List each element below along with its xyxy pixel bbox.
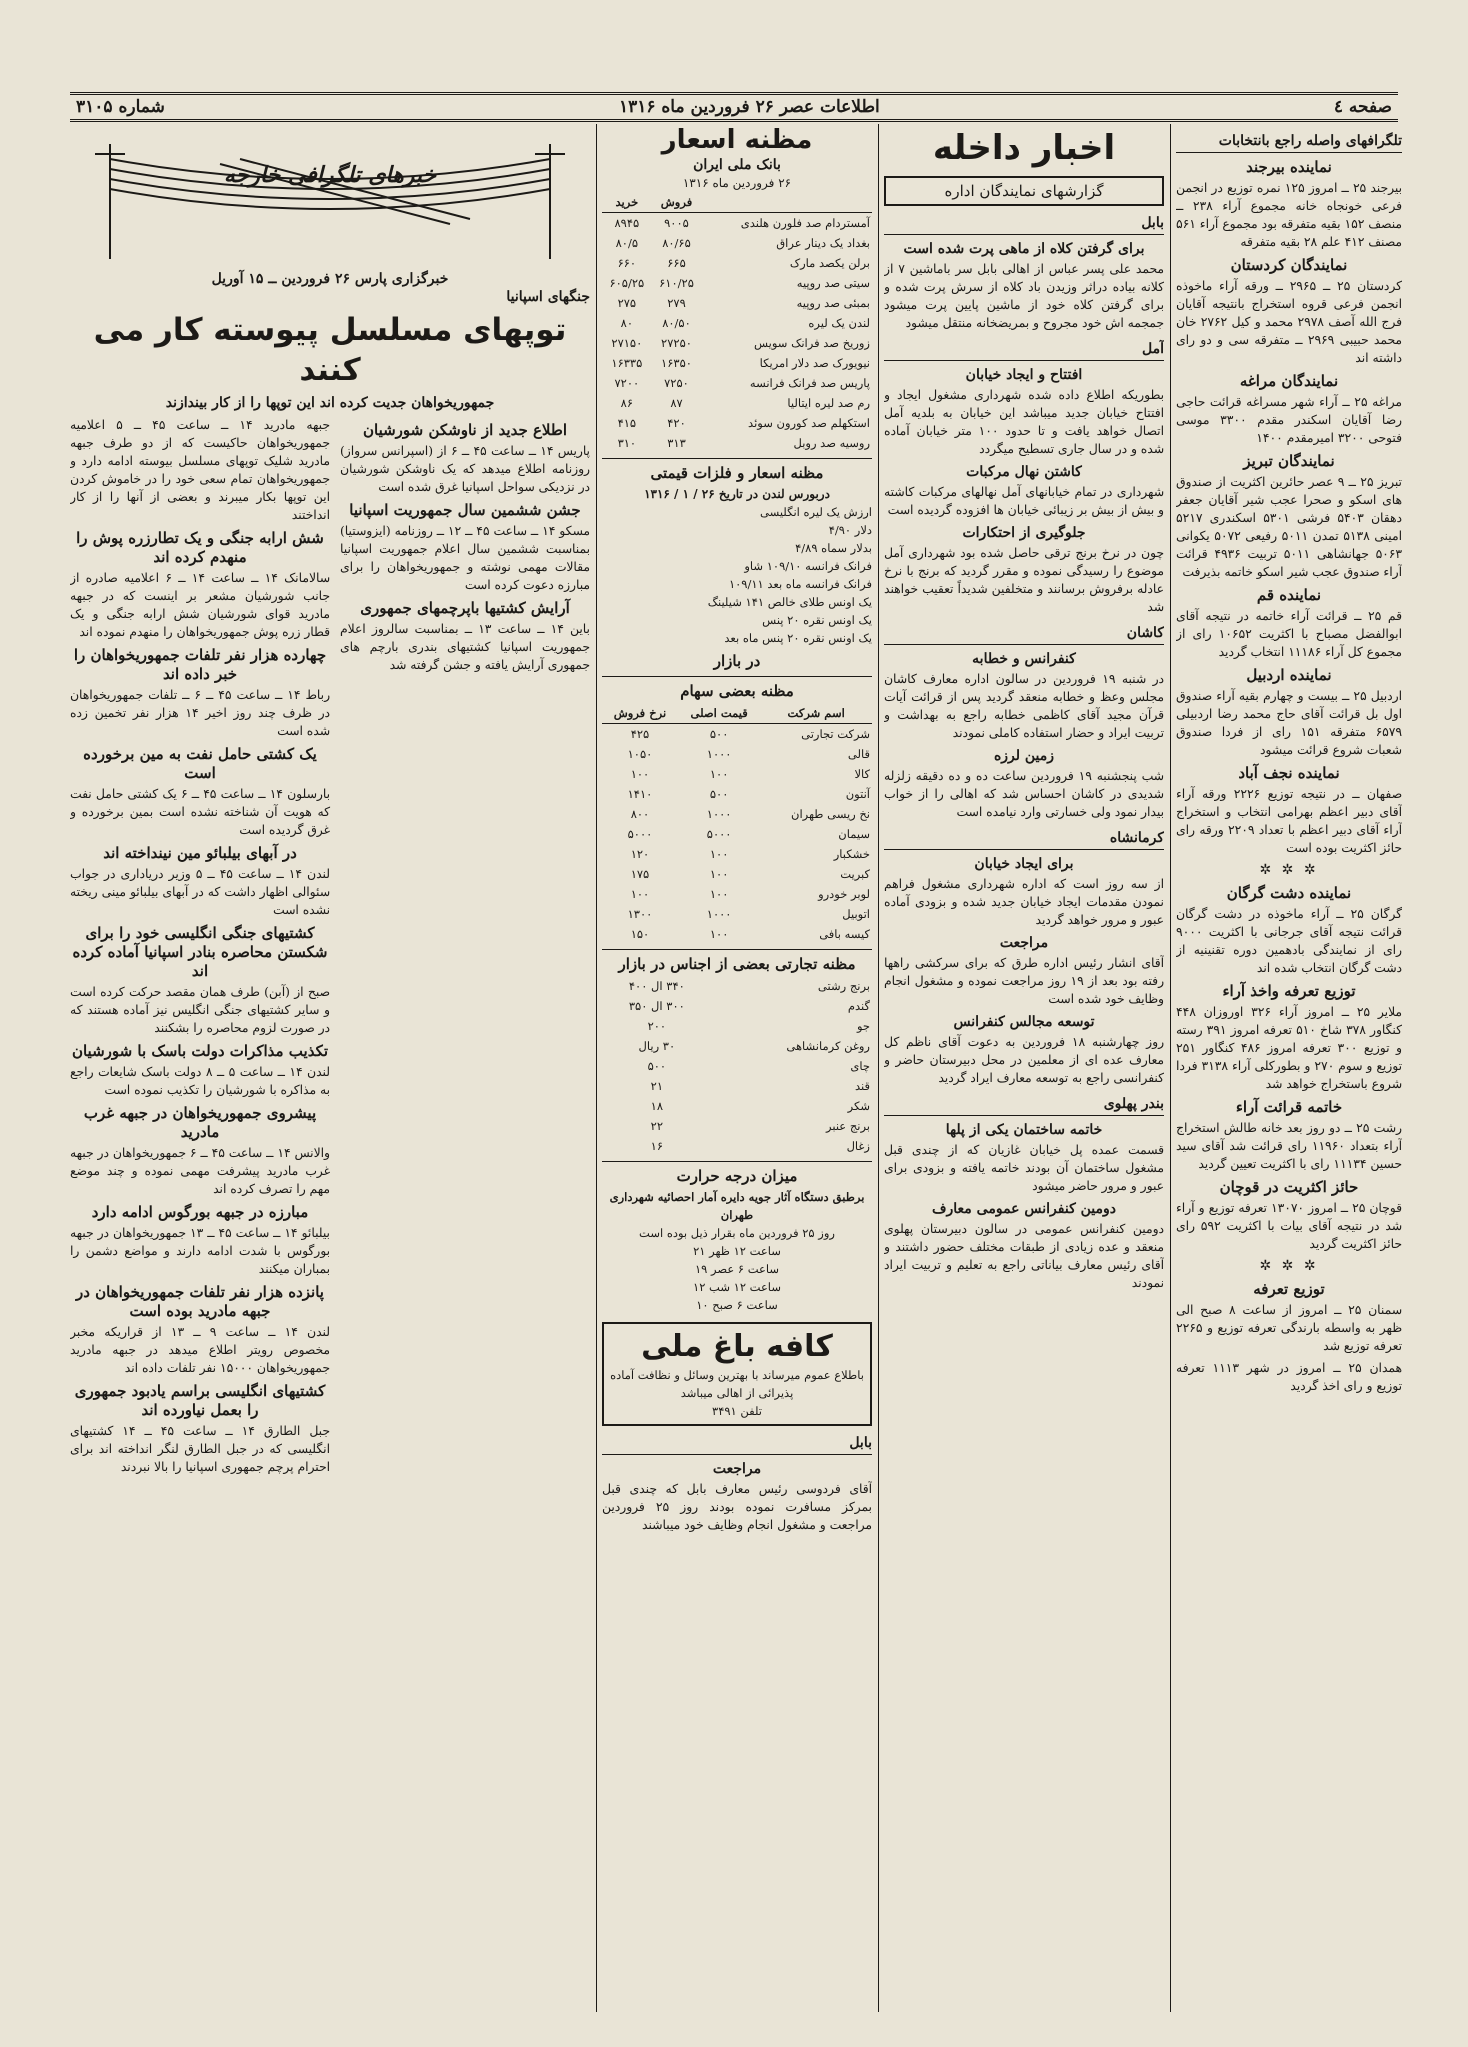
stock-cell: ۱۰۰ [709,887,729,901]
rate-currency: روسیه صد روبل [793,436,870,450]
foreign-news-title: خبرهای تلگرافی خارجه [223,162,437,188]
rate-row [602,393,872,413]
stock-row [602,924,872,944]
rate-sell: ۲۷۲۵۰ [661,336,692,350]
stock-cell: ۵۰۰ [709,787,729,801]
stock-cell: ۱۰۰ [630,767,650,781]
item-text: جبهه مادرید ۱۴ ــ ساعت ۴۵ ــ ۵ اعلامیه جمهوریخواهان حاکیست که از دو طرف جبهه مادرید شلیک توپهای مسلسل بیوسته ادامه دارد و جمهوریخواهان تمام سعی خود را در خاموش کردن این توپها بکار میبرند و بعضی از آنها را از کار انداختند [70,418,330,522]
item-heading: چهارده هزار نفر تلفات جمهوریخواهان را خبر داده اند [73,646,327,683]
stock-row [602,904,872,924]
rate-currency: لندن یک لیره [808,316,870,330]
weather-date: روز ۲۵ فروردین ماه بقرار ذیل بوده است [639,1226,835,1240]
item-heading: نمایندگان کردستان [1230,256,1348,274]
item-heading: نماینده دشت گرگان [1226,884,1352,902]
bank-name: بانک ملی ایران [693,157,781,173]
stock-row [602,884,872,904]
rate-currency: برلن یکصد مارک [789,256,870,270]
item-text: پاریس ۱۴ ــ ساعت ۴۵ ــ ۶ از (اسپرانس سرواز) روزنامه اطلاع میدهد که یک ناوشکن شورشیان در نزدیکی سواحل اسپانیا غرق شده است [340,444,590,494]
rate-sell: ۳۱۳ [667,436,686,450]
item-text: بیلبائو ۱۴ ــ ساعت ۴۵ ــ ۱۳ جمهوریخواهان در جبهه بورگوس با شدت ادامه دارند و مواضع دشمن را بمباران میکنند [70,1226,330,1276]
stock-cell: کیسه بافی [819,927,870,941]
city-heading: بندر پهلوی [884,1093,1164,1116]
goods-price: ۱۸ [650,1099,664,1113]
stock-row [602,724,872,745]
bazaar-title: در بازار [713,652,761,670]
item-heading: کنفرانس و خطابه [972,651,1076,667]
section-title: جنگهای اسپانیا [506,289,590,305]
item-heading: توزیع تعرفه [1253,1280,1325,1298]
metals-line: بدلار سماه ۴/۸۹ [795,541,872,555]
column-rates [602,124,872,2012]
stock-cell: شرکت تجارتی [801,727,870,741]
rate-buy: ۸۶ [620,396,634,410]
stock-cell: ۱۴۱۰ [627,787,653,801]
item-heading: پانزده هزار نفر تلفات جمهوریخواهان در جبهه مادرید بوده است [76,1283,324,1320]
rate-currency: زوریخ صد فرانک سویس [753,336,870,350]
weather-line: ساعت ۱۲ شب ۱۲ [693,1280,781,1294]
rate-row [602,313,872,333]
item-text: آقای انشار رئیس اداره طرق که برای سرکشی راهها رفته بود بعد از ۱۹ روز مراجعت نموده و مشغول انجام وظایف خود شده است [884,956,1164,1006]
rate-row [602,433,872,453]
goods-price: ۳۴۰ ال ۴۰۰ [628,979,685,993]
item-heading: تکذیب مذاکرات دولت باسک با شورشیان [71,1042,329,1060]
stocks-col-header: اسم شرکت [760,703,872,724]
stock-cell: ۸۰۰ [630,807,650,821]
rate-row [602,233,872,253]
rate-sell: ۹۰۰۵ [664,216,689,230]
stock-cell: ۵۰۰۰ [706,827,732,841]
goods-name: زغال [846,1139,870,1153]
goods-row [602,996,872,1016]
goods-price: ۲۰۰ [647,1019,667,1033]
item-text: بطوریکه اطلاع داده شده شهرداری مشغول ایجاد و افتتاح خیابان جدید میباشد این خیابان به بلدیه آمل اتصال خواهد یافت و تا حدود ۱۰۰ متر خیابان آماده شده و در سال جاری تسطیح میگردد [884,388,1164,456]
goods-name: قند [854,1079,870,1093]
item-heading: آرایش کشتیها باپرچمهای جمهوری [360,599,570,617]
rate-buy: ۸۰ [620,316,634,330]
column-domestic-news [884,124,1164,2012]
rate-sell: ۱۶۳۵۰ [661,356,692,370]
goods-name: برنج رشتی [817,979,870,993]
stock-cell: ۱۰۵۰ [627,747,653,761]
stock-row [602,744,872,764]
item-text: قسمت عمده پل خیابان غازیان که از چندی قبل مشغول ساختمان آن بودند خاتمه یافته و بزودی برای عبور و مرور حاضر میشود [884,1143,1164,1193]
item-heading: زمین لرزه [993,748,1055,764]
domestic-news-subtitle: گزارشهای نمایندگان اداره [884,176,1164,206]
babol-city: بابل [602,1432,872,1455]
goods-name: گندم [847,999,870,1013]
goods-row [602,1016,872,1036]
cafe-text: باطلاع عموم میرساند با بهترین وسائل و نظافت آماده پذیرائی از اهالی میباشد [610,1368,864,1400]
rate-buy: ۳۱۰ [617,436,637,450]
stock-row [602,804,872,824]
rate-buy: ۱۶۳۳۵ [611,356,643,370]
metals-line: دلار ۴/۹۰ [828,523,872,537]
telegraph-pole-illustration [70,124,590,264]
item-heading: نماینده نجف آباد [1238,764,1340,782]
metals-line: یک اونس نقره ۲۰ پنس ماه بعد [724,631,872,645]
cafe-name: کافه باغ ملی [641,1329,833,1364]
item-text: قوچان ۲۵ ــ امروز ۱۳۰۷۰ تعرفه توزیع و آراء شد در نتیجه آقای بیات با اکثریت ۵۹۲ رای حائز اکثریت گردید [1176,1201,1402,1251]
goods-name: چای [850,1059,870,1073]
goods-price: ۲۱ [650,1079,664,1093]
item-text: رباط ۱۴ ــ ساعت ۴۵ ــ ۶ ــ تلفات جمهوریخواهان در ظرف چند روز اخیر ۱۴ هزار نفر تخمین زده شده است [70,688,331,738]
column-foreign-news [70,124,590,2012]
rate-row [602,273,872,293]
item-heading: اطلاع جدید از ناوشکن شورشیان [362,421,567,439]
rate-currency: سیتی صد روپیه [796,276,870,290]
section-title: تلگرافهای واصله راجع بانتخابات [1176,130,1402,153]
item-text: روز چهارشنبه ۱۸ فروردین به دعوت آقای ناظم کل معارف عده ای از معلمین در محل دبیرستان حاضر و کنفرانسی راجع به توسعه معارف ایراد گردید [884,1035,1164,1085]
item-heading: برای گرفتن کلاه از ماهی پرت شده است [903,241,1145,257]
goods-row [602,1116,872,1136]
item-heading: جلوگیری از احتکارات [962,525,1086,541]
goods-name: جو [856,1019,870,1033]
rate-sell: ۴۲۰ [667,416,686,430]
item-text: چون در نرخ برنج ترقی حاصل شده بود شهرداری آمل موضوع را رسیدگی نموده و مقرر گردید که برنج با نرخ عادله برفروش برسانند و متخلفین شدیداً تعقیب خواهند شد [884,546,1164,614]
goods-price: ۱۶ [650,1139,664,1153]
column-rule [878,124,879,2012]
weather-line: ساعت ۶ عصر ۱۹ [695,1262,779,1276]
stock-cell: ۱۰۰۰ [706,907,732,921]
rate-sell: ۶۶۵ [667,256,686,270]
domestic-news-title: اخبار داخله [932,128,1116,168]
rate-sell: ۶۱۰/۲۵ [659,276,694,290]
goods-row [602,1076,872,1096]
rate-currency: رم صد لیره ایتالیا [787,396,870,410]
item-text: باین ۱۴ ــ ساعت ۱۳ ــ بمناسبت سالروز اعلام جمهوریت اسپانیا کشتیهای بندری بارچم های جمهوری آرایش یافته و جشن گرفته شد [340,622,590,672]
stock-row [602,784,872,804]
star-divider: ✲ ✲ ✲ [1259,862,1319,878]
stocks-title: مظنه بعضی سهام [680,682,794,700]
item-heading: کشتیهای جنگی انگلیسی خود را برای شکستن محاصره بنادر اسپانیا آماده کرده اند [72,924,328,980]
goods-name: روغن کرمانشاهی [786,1039,870,1053]
foreign-news-banner [70,124,590,264]
stock-cell: ۱۰۰۰ [706,747,732,761]
stock-cell: ۱۰۰ [709,927,729,941]
stock-cell: ۱۳۰۰ [627,907,653,921]
item-heading: کاشتن نهال مرکبات [966,464,1082,480]
stock-cell: ۱۰۰۰ [706,807,732,821]
rate-sell: ۸۰/۶۵ [662,236,691,250]
item-heading: یک کشتی حامل نفت به مین برخورده است [83,745,317,782]
rate-row [602,353,872,373]
goods-price: ۵۰۰ [647,1059,667,1073]
item-heading: حائز اکثریت در قوچان [1219,1178,1359,1196]
metals-line: فرانک فرانسه ماه بعد ۱۰۹/۱۱ [728,577,872,591]
item-text: همدان ۲۵ ــ امروز در شهر ۱۱۱۳ تعرفه توزیع و رای اخذ گردید [1176,1361,1402,1393]
babol-text: آقای فردوسی رئیس معارف بابل که چندی قبل بمرکز مسافرت نموده بودند روز ۲۵ فروردین مراجعت و مشغول انجام وظایف خود میباشند [602,1482,872,1532]
item-heading: پیشروی جمهوریخواهان در جبهه غرب مادرید [83,1104,317,1141]
exchange-table [602,192,872,453]
item-text: دومین کنفرانس عمومی در سالون دبیرستان پهلوی منعقد و عده زیادی از طبقات مختلف حضور داشتند و آقای رئیس معارف بیاناتی راجع به تعلیم و تربیت ایراد نمودند [884,1222,1164,1290]
item-text: ملایر ۲۵ ــ امروز آراء ۳۲۶ اوروزان ۴۴۸ کنگاور ۳۷۸ شاخ ۵۱۰ تعرفه امروز ۳۹۱ رسته و توزیع ۳۰۰ تعرفه امروز ۴۸۶ کنگاور ۲۵۱ توزیع و سوم ۲۷۰ و بطورکلی آراء ۳۱۳۸ فردا شروع باستخراج خواهد شد [1176,1005,1402,1091]
star-divider: ✲ ✲ ✲ [1259,1258,1319,1274]
rate-sell: ۸۷ [670,396,683,410]
metals-subtitle: دربورس لندن در تاریخ ۲۶ / ۱ / ۱۳۱۶ [644,487,830,501]
item-text: شهرداری در تمام خیابانهای آمل نهالهای مرکبات کاشته و بیش از بیش بر زیبائی خیابان ها افزوده گردیده است [884,485,1164,517]
rate-currency: نیویورک صد دلار امریکا [759,356,870,370]
weather-subtitle: برطبق دستگاه آثار جویه دایره آمار احصائیه شهرداری طهران [609,1190,865,1222]
item-heading: خاتمه قرائت آراء [1235,1098,1343,1116]
stock-row [602,844,872,864]
issue-number: شماره ۳۱۰۵ [76,97,165,117]
goods-row [602,1036,872,1056]
rates-title: مظنه اسعار [661,125,813,155]
goods-row [602,976,872,996]
city-heading: بابل [884,212,1164,235]
rate-row [602,213,872,234]
item-text: شب پنجشنبه ۱۹ فروردین ساعت ده و ده دقیقه زلزله شدیدی در کاشان احساس شد که اهالی را از خواب بیدار نمود ولی خسارتی وارد نیامده است [884,769,1164,819]
item-text: مراغه ۲۵ ــ آراء شهر مسراغه قرائت حاجی رضا آقایان اسکندر مقدم ۳۳۰۰ موسی فتوحی ۳۲۰۰ امیرمقدم ۱۴۰۰ [1176,395,1402,445]
item-text: لندن ۱۴ ــ ساعت ۹ ــ ۱۳ از قراریکه مخبر مخصوص رویتر اطلاع میدهد در جبهه مادرید جمهوریخواهان ۱۵۰۰۰ نفر تلفات داده اند [70,1325,330,1375]
news-agency-line: خبرگزاری پارس ۲۶ فروردین ــ ۱۵ آوریل [211,271,449,287]
stock-cell: ۴۲۵ [630,727,650,741]
item-text: از سه روز است که اداره شهرداری مشغول فراهم نمودن مقدمات ایجاد خیابان جدید شده و بزودی آماده عبور و مرور خواهد گردید [884,877,1164,927]
weather-line: ساعت ۶ صبح ۱۰ [696,1298,778,1312]
stocks-col-header: قیمت اصلی [678,703,760,724]
weather-title: میزان درجه حرارت [676,1167,798,1185]
item-text: جبل الطارق ۱۴ ــ ساعت ۴۵ ــ ۱۴ کشتیهای انگلیسی که در جبل الطارق لنگر انداخته اند برای احترام پرچم جمهوری اسپانیا را بالا نبردند [70,1424,330,1474]
stock-cell: آنتون [845,787,870,801]
rates-col-header: فروش [652,192,702,213]
stock-cell: قالی [847,747,870,761]
item-text: محمد علی پسر عباس از اهالی بابل سر باماشین ۷ از کلانه بیاده دراثر وزیدن باد کلاه از سرش پرت شده و برای گرفتن کلاه خود از ماشین پایین پرت میشود جمجمه اش خود مجروح و بمریضخانه منتقل میشود [884,262,1164,330]
item-heading: خاتمه ساختمان یکی از پلها [945,1122,1103,1138]
stock-cell: لوبر خودرو [818,887,870,901]
masthead [70,92,1398,122]
stock-cell: کالا [854,767,870,781]
stock-cell: ۵۰۰ [709,727,729,741]
item-heading: شش ارابه جنگی و یک تطارزره پوش را منهدم کرده اند [76,529,324,566]
item-text: در شنبه ۱۹ فروردین در سالون اداره معارف کاشان مجلس وعظ و خطابه منعقد گردید پس از قرائت آیات قرآن مجید آقای کاظمی خطابه راجع به بهداشت و تربیت ایراد و حضار استفاده کاملی نمودند [884,672,1164,740]
rate-buy: ۲۷۵ [617,296,637,310]
goods-row [602,1056,872,1076]
cafe-phone: تلفن ۳۴۹۱ [712,1404,762,1418]
item-text: رشت ۲۵ ــ دو روز بعد خانه طالش استخراج آراء بتعداد ۱۱۹۶۰ رای قرائت شد آقای سید حسین ۱۱۱۳۴ رای با اکثریت تعیین گردید [1176,1121,1402,1171]
goods-table [602,976,872,1156]
item-heading: نماینده بیرجند [1246,158,1332,176]
column-rule [596,124,597,2012]
metals-title: مظنه اسعار و فلزات قیمتی [650,464,824,482]
metals-line: یک اونس نقره ۲۰ پنس [762,613,872,627]
stock-row [602,764,872,784]
stock-cell: ۱۷۵ [630,867,650,881]
rate-currency: آمستردام صد فلورن هلندی [740,216,870,230]
item-heading: کشتیهای انگلیسی براسم یادبود جمهوری را بعمل نیاورده اند [74,1382,326,1419]
rates-date: ۲۶ فروردین ماه ۱۳۱۶ [682,176,792,190]
rate-buy: ۴۱۵ [617,416,637,430]
rate-sell: ۷۲۵۰ [664,376,689,390]
rate-buy: ۶۶۰ [617,256,637,270]
rate-row [602,373,872,393]
item-heading: توزیع تعرفه واخذ آراء [1222,982,1356,1000]
goods-row [602,1096,872,1116]
rate-buy: ۸۹۴۵ [614,216,640,230]
item-heading: توسعه مجالس کنفرانس [953,1014,1095,1030]
metals-line: ارزش یک لیره انگلیسی [759,505,872,519]
goods-title: مظنه تجارتی بعضی از اجناس در بازار [618,955,856,973]
stocks-table [602,703,872,944]
item-heading: نماینده قم [1256,586,1322,604]
stocks-col-header: نرخ فروش [602,703,678,724]
rate-buy: ۶۰۵/۲۵ [609,276,645,290]
item-text: لندن ۱۴ ــ ساعت ۴۵ ــ ۵ وزیر دریاداری در جواب سئوالی اظهار داشت که در آبهای بیلبائو مینی ریخته نشده است [70,867,330,917]
item-heading: مبارزه در جبهه بورگوس ادامه دارد [91,1203,309,1221]
stock-cell: ۱۰۰ [709,847,729,861]
item-heading: دومین کنفرانس عمومی معارف [932,1201,1116,1217]
rate-buy: ۸۰/۵ [615,236,639,250]
rate-currency: بغداد یک دینار عراق [776,236,870,250]
item-heading: جشن ششمین سال جمهوریت اسپانیا [349,501,581,519]
rate-buy: ۲۷۱۵۰ [611,336,643,350]
stock-cell: کبریت [840,867,870,881]
column-rule [1170,124,1171,2012]
item-text: بارسلون ۱۴ ــ ساعت ۴۵ ــ ۶ یک کشتی حامل نفت که هویت آن شناخته نشده است بمین برخورده و غرق گردیده است [70,787,330,837]
item-heading: در آبهای بیلبائو مین نینداخته اند [103,844,297,862]
goods-price: ۳۰۰ ال ۳۵۰ [628,999,685,1013]
stock-cell: سیمان [838,827,870,841]
item-heading: نمایندگان تبریز [1243,452,1335,470]
stock-cell: ۱۰۰ [630,887,650,901]
rate-sell: ۲۷۹ [667,296,686,310]
item-heading: نمایندگان مراغه [1239,372,1339,390]
city-heading: آمل [884,338,1164,361]
item-text: قم ۲۵ ــ قرائت آراء خاتمه در نتیجه آقای ابوالفضل مصباح با اکثریت ۱۰۶۵۲ رای از مجموع کل آراء ۱۱۱۸۶ انتخاب گردید [1176,609,1402,659]
page-number: صفحه ٤ [1333,97,1392,117]
city-heading: کاشان [884,622,1164,645]
stock-cell: اتوبیل [842,907,870,921]
item-heading: نماینده اردبیل [1246,666,1332,684]
weather-line: ساعت ۱۲ ظهر ۲۱ [693,1244,781,1258]
rate-row [602,333,872,353]
rate-row [602,253,872,273]
stock-cell: ۱۲۰ [630,847,650,861]
item-text: سالامانک ۱۴ ــ ساعت ۱۴ ــ ۶ اعلامیه صادره از جانب شورشیان مشعر بر اینست که در جبهه مادرید قوای شورشیان شش ارابه جنگی و یک قطار زره پوش جمهوریخواهان را منهدم نموده اند [70,571,331,639]
item-text: لندن ۱۴ ــ ساعت ۵ ــ ۸ دولت باسک شایعات راجع به مذاکره با شورشیان را تکذیب نموده است [70,1065,330,1097]
stock-cell: ۱۰۰ [709,867,729,881]
goods-price: ۲۲ [650,1119,664,1133]
item-text: والانس ۱۴ ــ ساعت ۴۵ ــ ۶ جمهوریخواهان در جبهه غرب مادرید پیشرفت مهمی نموده و چند موضع مهم را تصرف کرده اند [70,1146,330,1196]
main-headline: توپهای مسلسل پیوسته کار می کنند [93,312,567,388]
goods-name: شکر [847,1099,870,1113]
city-heading: کرمانشاه [884,827,1164,850]
rate-row [602,413,872,433]
item-heading: افتتاح و ایجاد خیابان [965,367,1083,383]
item-text: کردستان ۲۵ ــ ۲۹۶۵ ــ ورقه آراء ماخوذه انجمن فرعی قروه استخراج بانتیجه آقایان فرج الله آصف ۲۹۷۸ محمد و کیل ۲۷۶۲ خان محمد حبیبی ۲۹۶۹ ــ متفرقه سی و دو رای داشته اند [1176,279,1402,365]
rate-row [602,293,872,313]
rates-col-header: خرید [602,192,652,213]
item-text: تبریز ۲۵ ــ ۹ عصر حائرین اکثریت از صندوق های اسکو و صحرا عجب شیر آقایان جعفر دهقان ۵۴۰۳ فرشی ۵۳۰۱ اسکندری ۵۲۱۷ امینی ۵۱۳۸ تمدن ۵۰۱۱ رفیعی ۵۰۷۲ یکوانی ۵۰۶۳ جهانشاهی ۵۰۱۱ تربیت ۴۹۳۶ قرائت آراء صندوق عجب شیر اسکو خاتمه بذیرفت [1176,475,1402,579]
rate-buy: ۷۲۰۰ [614,376,640,390]
rate-sell: ۸۰/۵۰ [662,316,691,330]
rate-currency: پاریس صد فرانک فرانسه [749,376,870,390]
newspaper-date: اطلاعات عصر ۲۶ فروردین ماه ۱۳۱۶ [618,97,880,117]
stock-row [602,864,872,884]
item-text: صبح از (آبن) طرف همان مقصد حرکت کرده است و سایر کشتیهای جنگی انگلیس نیز آماده هستند که در صورت لزوم محاصره را بشکنند [70,985,330,1035]
goods-price: ۳۰ ریال [638,1039,676,1053]
item-text: گرگان ۲۵ ــ آراء ماخوذه در دشت گرگان قرائت نتیجه آقای جرجانی با اکثریت ۹۰۰۰ رای از نمایندگی بادهمین دوره تقنینیه از دشت گرگان انتخاب شده اند [1176,907,1402,975]
item-text: صفهان ــ در نتیجه توزیع ۲۲۲۶ ورقه آراء آقای دبیر اعظم بهرامی انتخاب و استخراج آراء آقای دبیر اعظم با تعداد ۲۲۰۹ ورقه رای حائز اکثریت بوده است [1176,787,1402,855]
metals-line: فرانک فرانسه ۱۰۹/۱۰ شاو [744,559,872,573]
item-heading: برای ایجاد خیابان [974,856,1074,872]
item-heading: مراجعت [999,935,1049,951]
stock-cell: ۵۰۰۰ [627,827,653,841]
item-text: سمنان ۲۵ ــ امروز از ساعت ۸ صبح الی ظهر به واسطه بارندگی تعرفه توزیع و ۲۲۶۵ تعرفه توزیع شد [1176,1303,1402,1353]
item-text: بیرجند ۲۵ ــ امروز ۱۲۵ نمره توزیع در انجمن فرعی خونجاه خانه مجموع آراء ۲۳۸ ــ منصف ۱۵۲ بقیه متفرقه بود مجموع آراء ۵۶۱ مصنف ۴۱۲ علم ۲۸ بقیه متفرقه [1176,181,1402,249]
column-elections [1176,124,1402,2012]
rate-currency: استکهلم صد کورون سوئد [748,416,870,430]
stock-cell: ۱۵۰ [630,927,650,941]
stock-cell: نخ ریسی طهران [791,807,870,821]
main-subheadline: جمهوریخواهان جدیت کرده اند این توپها را از کار بیندازند [165,395,495,411]
goods-name: برنج عنبر [826,1119,870,1133]
cafe-advert [602,1322,872,1426]
stock-cell: ۱۰۰ [709,767,729,781]
item-text: اردبیل ۲۵ ــ بیست و چهارم بقیه آراء صندوق اول بل قرائت آقای حاج محمد رضا اردبیلی ۶۵۷۹ متفرقه ۱۵۱ رای از فردا صندوق شعبات شروع قرائت میشود [1176,689,1402,757]
metals-line: یک اونس طلای خالص ۱۴۱ شیلینگ [707,595,872,609]
rate-currency: بمبئی صد روپیه [796,296,870,310]
goods-row [602,1136,872,1156]
stock-row [602,824,872,844]
stock-cell: خشکبار [833,847,870,861]
item-text: مسکو ۱۴ ــ ساعت ۴۵ ــ ۱۲ ــ روزنامه (ایزوستیا) بمناسبت ششمین سال اعلام جمهوریت اسپانیا مقالات مهمی نوشته و جمهوریخواهان را برای مبارزه دعوت کرده است [340,524,590,592]
babol-head: مراجعت [712,1461,762,1477]
